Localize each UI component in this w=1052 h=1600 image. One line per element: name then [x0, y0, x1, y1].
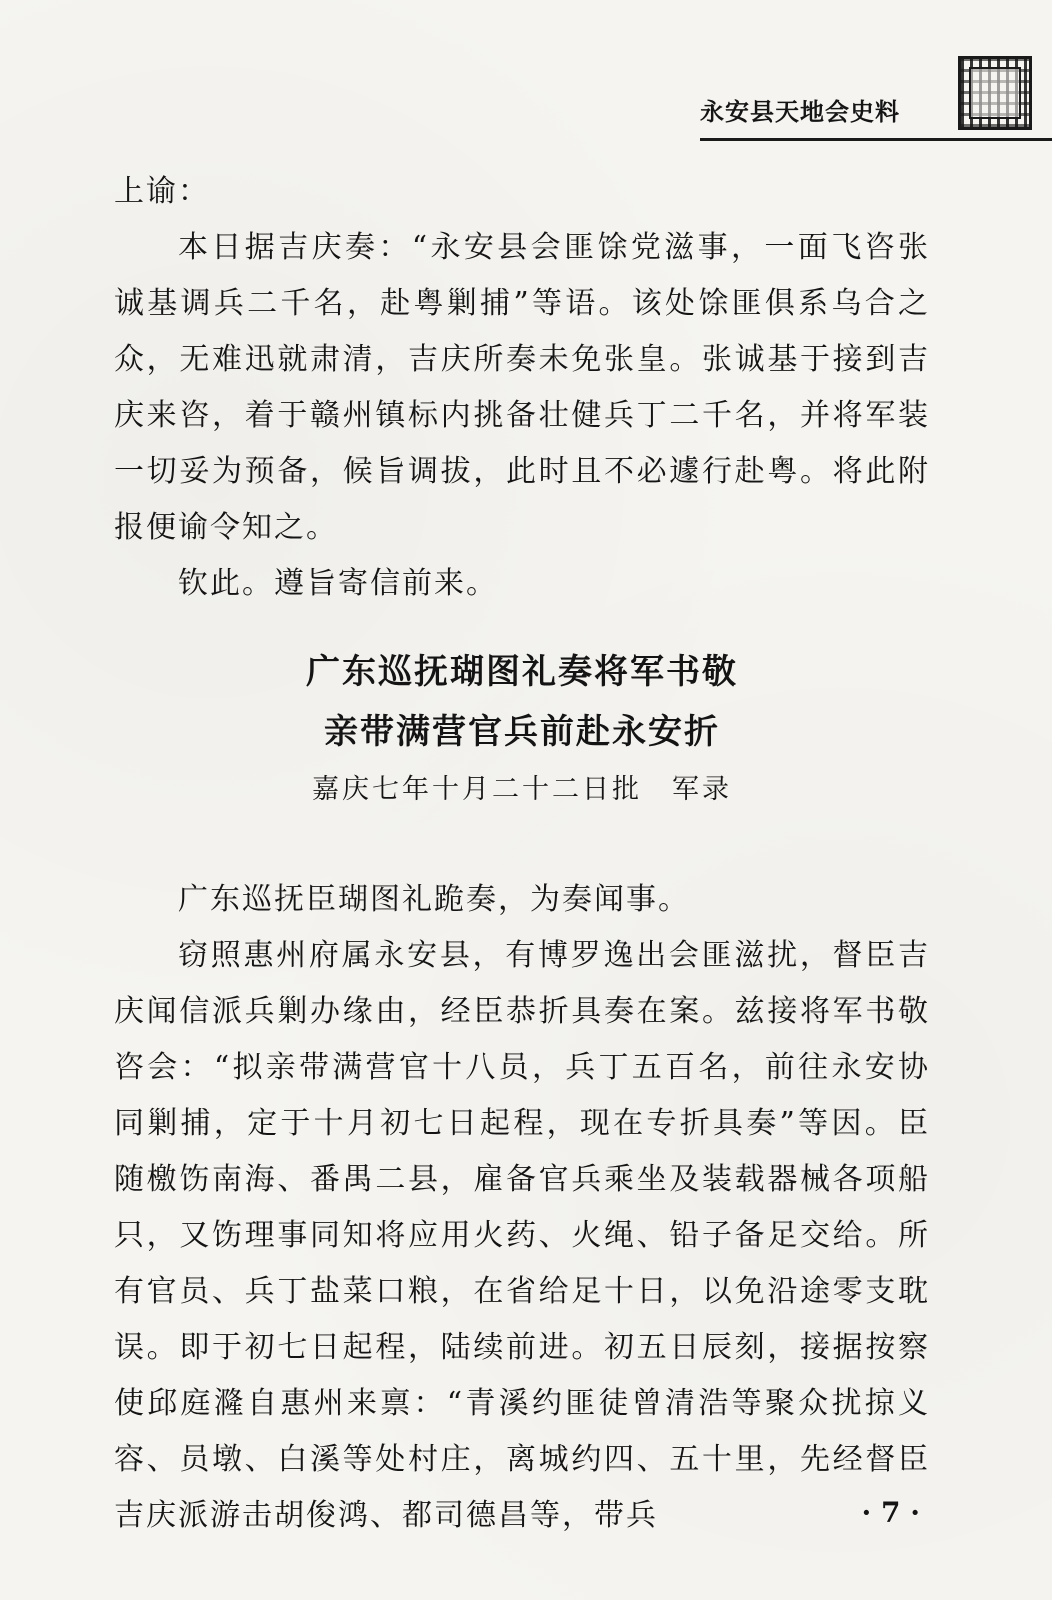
edict-section [114, 164, 930, 612]
page-number: · 7 · [861, 1496, 920, 1529]
seal-inner-frame [969, 67, 1021, 119]
memorial-title-line-1: 广东巡抚瑚图礼奏将军书敬 [306, 652, 738, 692]
memorial-date-source: 嘉庆七年十月二十二日批 军录 [312, 774, 732, 805]
edict-closing: 钦此。遵旨寄信前来。 [178, 566, 498, 601]
memorial-opening: 广东巡抚臣瑚图礼跪奏，为奏闻事。 [178, 882, 690, 917]
edict-body: 本日据吉庆奏：“永安县会匪馀党滋事，一面飞咨张诚基调兵二千名，赴粤剿捕”等语。该处馀匪俱系乌合之众，无难迅就肃清，吉庆所奏未免张皇。张诚基于接到吉庆来咨，着于赣州镇标内挑备壮健兵丁二千名，并将军装一切妥为预备，候旨调拔，此时且不必遽行赴粤。将此附报便谕令知之。 [114, 230, 930, 545]
memorial-title-line-2: 亲带满营官兵前赴永安折 [324, 712, 720, 752]
memorial-body: 窃照惠州府属永安县，有博罗逸出会匪滋扰，督臣吉庆闻信派兵剿办缘由，经臣恭折具奏在案。兹接将军书敬咨会：“拟亲带满营官十八员，兵丁五百名，前往永安协同剿捕，定于十月初七日起程，现在专折具奏”等因。臣随檄饬南海、番禺二县，雇备官兵乘坐及装载器械各项船只，又饬理事同知将应用火药、火绳、铅子备足交给。所有官员、兵丁盐菜口粮，在省给足十日，以免沿途零支耽误。即于初七日起程，陆续前进。初五日辰刻，接据按察使邱庭漋自惠州来禀：“青溪约匪徒曾清浩等聚众扰掠义容、员墩、白溪等处村庄，离城约四、五十里，先经督臣吉庆派游击胡俊鸿、都司德昌等，带兵 [114, 938, 930, 1533]
running-title: 永安县天地会史料 [700, 98, 900, 126]
edict-opening: 上谕： [114, 174, 210, 209]
header-rule [700, 138, 1052, 141]
seal-icon [958, 56, 1032, 130]
memorial-section [114, 872, 930, 1544]
